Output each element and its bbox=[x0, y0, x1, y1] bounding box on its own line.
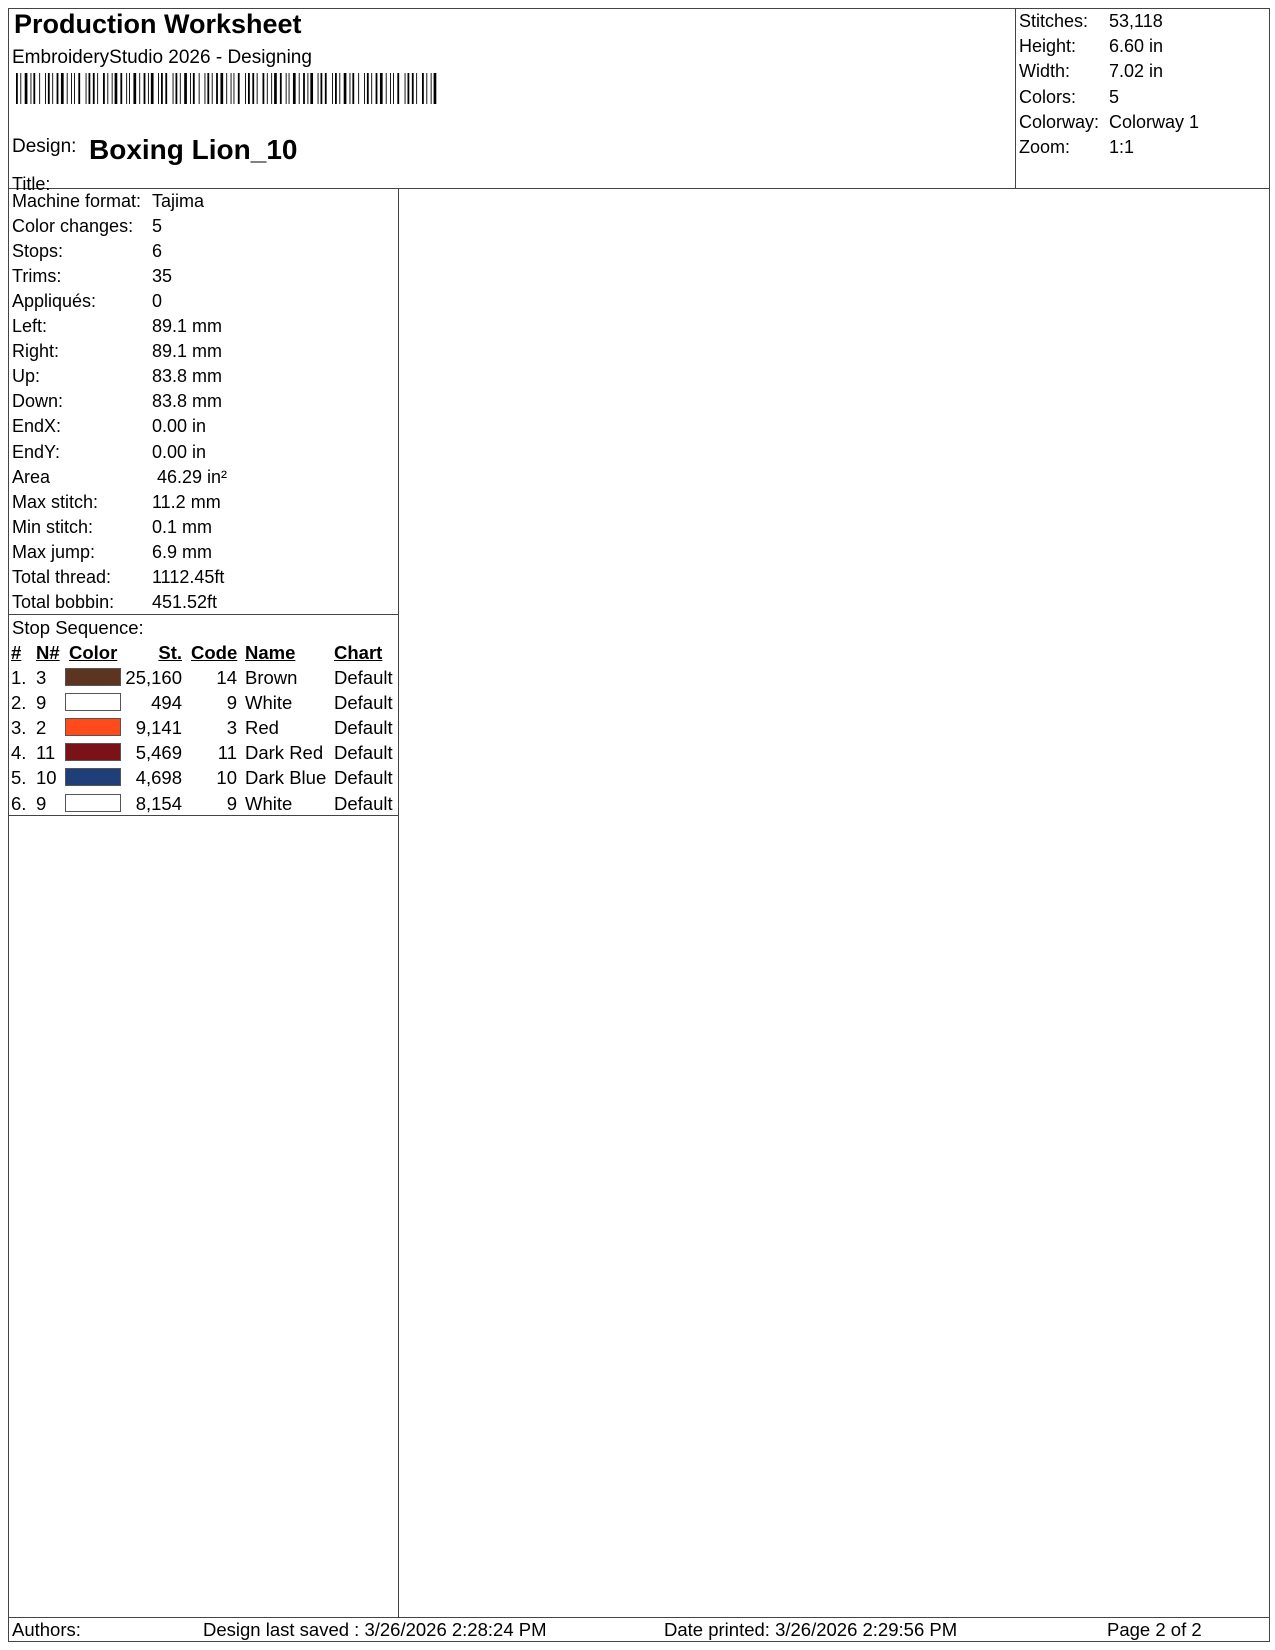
row-code: 9 bbox=[226, 792, 237, 814]
row-number: 2. bbox=[11, 692, 27, 714]
detail-value: 35 bbox=[152, 266, 173, 287]
application-name: EmbroideryStudio 2026 - Designing bbox=[12, 47, 312, 68]
row-code: 14 bbox=[216, 667, 237, 688]
footer-page-number: Page 2 of 2 bbox=[1107, 1619, 1202, 1640]
row-code: 9 bbox=[226, 692, 237, 714]
stop-sequence-label: Stop Sequence: bbox=[12, 617, 144, 638]
detail-label: Appliqués: bbox=[12, 291, 97, 312]
detail-label: Area bbox=[12, 466, 51, 487]
title-label: Title: bbox=[12, 174, 51, 194]
summary-value: 53,118 bbox=[1109, 11, 1163, 31]
row-color-name: Dark Blue bbox=[245, 767, 327, 789]
detail-value: 6.9 mm bbox=[152, 541, 213, 562]
summary-value: 5 bbox=[1109, 86, 1120, 107]
header-stitches: St. bbox=[158, 642, 182, 663]
row-number: 1. bbox=[11, 667, 27, 688]
summary-label: Colors: bbox=[1019, 86, 1077, 107]
detail-label: Left: bbox=[12, 316, 48, 337]
detail-label: Total thread: bbox=[12, 566, 112, 587]
summary-label: Stitches: bbox=[1019, 11, 1089, 31]
sequence-divider bbox=[8, 815, 398, 816]
row-stitches: 9,141 bbox=[135, 717, 182, 739]
design-label: Design: bbox=[12, 136, 77, 157]
summary-label: Colorway: bbox=[1019, 111, 1100, 132]
footer-date-printed: Date printed: 3/26/2026 2:29:56 PM bbox=[664, 1619, 958, 1640]
barcode bbox=[16, 73, 440, 104]
detail-label: Total bobbin: bbox=[12, 591, 115, 612]
detail-value: 89.1 mm bbox=[152, 316, 223, 337]
row-needle: 11 bbox=[36, 742, 56, 764]
detail-value: 83.8 mm bbox=[152, 391, 223, 412]
row-chart: Default bbox=[334, 717, 393, 739]
row-number: 5. bbox=[11, 767, 27, 789]
detail-label: Color changes: bbox=[12, 216, 134, 237]
detail-value: 0 bbox=[152, 291, 163, 312]
header-num: # bbox=[11, 642, 22, 663]
header-needle: N# bbox=[36, 642, 60, 663]
summary-label: Height: bbox=[1019, 36, 1077, 57]
detail-value: 5 bbox=[152, 216, 163, 237]
row-number: 3. bbox=[11, 717, 27, 739]
row-needle: 2 bbox=[36, 717, 47, 739]
header-chart: Chart bbox=[334, 642, 383, 663]
row-needle: 10 bbox=[36, 767, 57, 789]
header-code: Code bbox=[191, 642, 238, 663]
detail-value: 451.52ft bbox=[152, 591, 218, 612]
detail-value: 11.2 mm bbox=[152, 491, 221, 512]
detail-label: Down: bbox=[12, 391, 64, 412]
row-color-name: Brown bbox=[245, 667, 298, 688]
detail-value: 0.00 in bbox=[152, 416, 207, 437]
row-needle: 9 bbox=[36, 792, 47, 814]
detail-value: 0.1 mm bbox=[152, 516, 213, 537]
row-number: 6. bbox=[11, 792, 27, 814]
left-panel-divider bbox=[398, 188, 399, 1618]
detail-value: 6 bbox=[152, 241, 163, 262]
detail-label: Min stitch: bbox=[12, 516, 94, 537]
row-stitches: 25,160 bbox=[125, 667, 182, 688]
header-divider bbox=[8, 188, 1270, 189]
design-name: Boxing Lion_10 bbox=[89, 134, 298, 165]
worksheet-frame bbox=[8, 8, 1270, 1642]
row-code: 11 bbox=[217, 742, 237, 764]
row-chart: Default bbox=[334, 667, 393, 688]
summary-value: Colorway 1 bbox=[1109, 111, 1200, 132]
row-stitches: 494 bbox=[151, 692, 182, 714]
row-stitches: 5,469 bbox=[135, 742, 182, 764]
detail-value: 46.29 in² bbox=[152, 466, 228, 487]
row-chart: Default bbox=[334, 767, 393, 789]
footer-authors: Authors: bbox=[12, 1619, 81, 1640]
footer-divider bbox=[8, 1617, 1270, 1618]
row-color-name: White bbox=[245, 792, 293, 814]
detail-label: Max stitch: bbox=[12, 491, 99, 512]
summary-value: 6.60 in bbox=[1109, 36, 1164, 57]
row-chart: Default bbox=[334, 692, 393, 714]
row-needle: 9 bbox=[36, 692, 47, 714]
page-title: Production Worksheet bbox=[14, 9, 302, 39]
summary-label: Width: bbox=[1019, 61, 1071, 82]
detail-value: 0.00 in bbox=[152, 441, 207, 462]
detail-label: Machine format: bbox=[12, 191, 142, 211]
summary-value: 1:1 bbox=[1109, 137, 1135, 157]
detail-value: 1112.45ft bbox=[152, 566, 225, 587]
detail-value: 89.1 mm bbox=[152, 341, 223, 362]
detail-label: Stops: bbox=[12, 241, 64, 262]
row-color-name: Dark Red bbox=[245, 742, 324, 764]
detail-label: Max jump: bbox=[12, 541, 96, 562]
detail-value: 83.8 mm bbox=[152, 366, 223, 387]
footer-last-saved: Design last saved : 3/26/2026 2:28:24 PM bbox=[203, 1619, 547, 1640]
row-needle: 3 bbox=[36, 667, 47, 688]
header-color: Color bbox=[69, 642, 118, 663]
row-color-name: White bbox=[245, 692, 293, 714]
row-number: 4. bbox=[11, 742, 27, 764]
detail-label: Trims: bbox=[12, 266, 62, 287]
summary-divider bbox=[1015, 8, 1016, 188]
row-code: 3 bbox=[226, 717, 237, 739]
row-code: 10 bbox=[216, 767, 237, 789]
detail-label: EndX: bbox=[12, 416, 62, 437]
detail-label: Right: bbox=[12, 341, 60, 362]
row-chart: Default bbox=[334, 792, 393, 814]
row-chart: Default bbox=[334, 742, 393, 764]
row-stitches: 4,698 bbox=[135, 767, 182, 789]
summary-value: 7.02 in bbox=[1109, 61, 1164, 82]
row-stitches: 8,154 bbox=[135, 792, 182, 814]
detail-label: EndY: bbox=[12, 441, 61, 462]
summary-label: Zoom: bbox=[1019, 137, 1071, 157]
header-name: Name bbox=[245, 642, 296, 663]
row-color-name: Red bbox=[245, 717, 279, 739]
details-divider bbox=[8, 614, 398, 615]
detail-value: Tajima bbox=[152, 191, 205, 211]
detail-label: Up: bbox=[12, 366, 41, 387]
